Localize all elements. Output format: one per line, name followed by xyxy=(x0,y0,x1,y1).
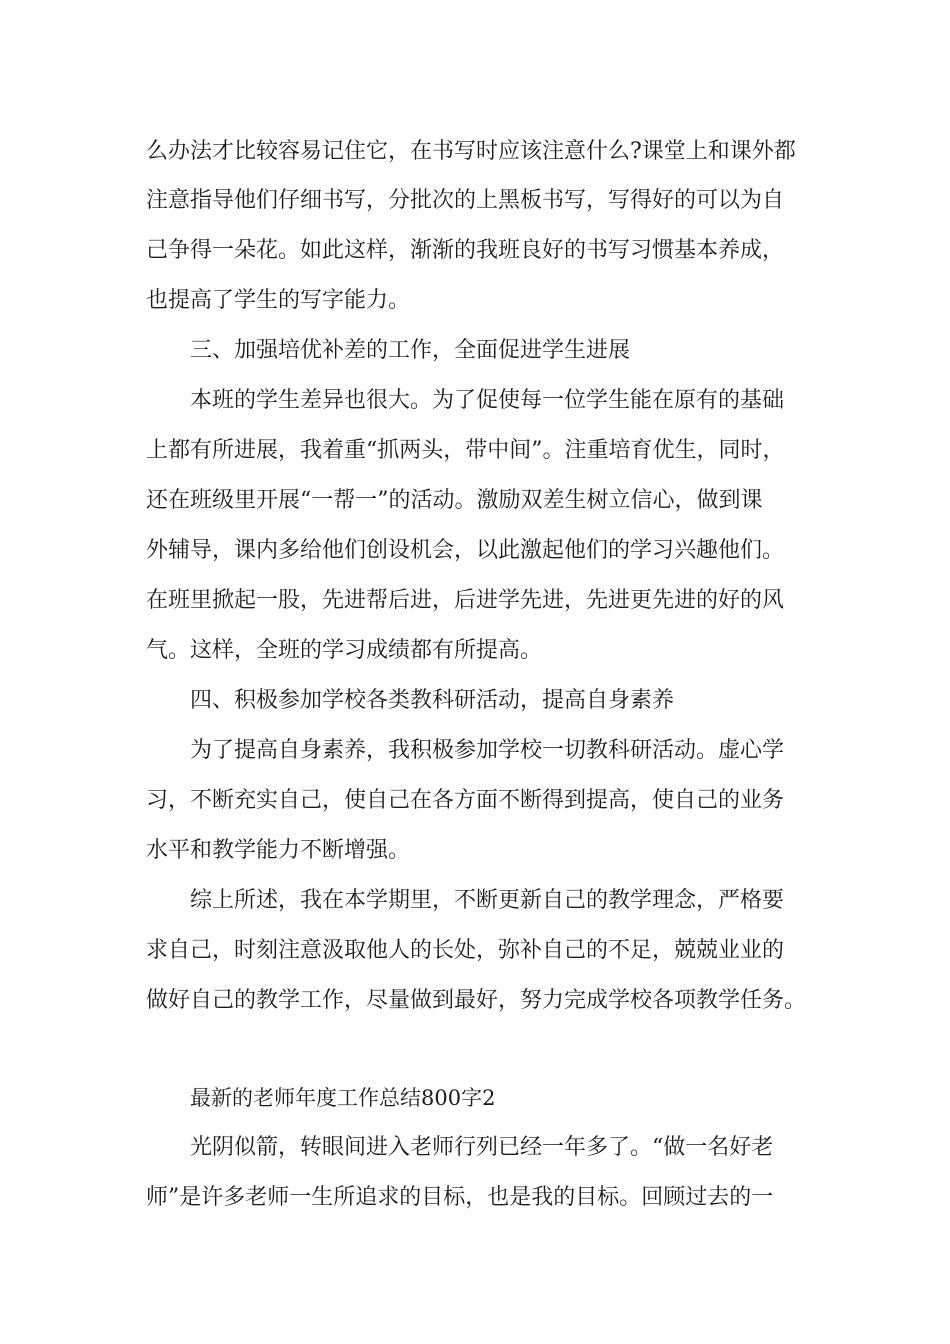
text-line: 也提高了学生的写字能力。 xyxy=(146,288,411,313)
text-line: 注意指导他们仔细书写，分批次的上黑板书写，写得好的可以为自 xyxy=(146,188,785,213)
text-line: 上都有所进展，我着重“抓两头，带中间”。注重培育优生，同时， xyxy=(146,438,785,463)
text-line: 师”是许多老师一生所追求的目标，也是我的目标。回顾过去的一 xyxy=(146,1185,774,1210)
text-line: 光阴似箭，转眼间进入老师行列已经一年多了。“做一名好老 xyxy=(190,1135,774,1160)
text-line: 求自己，时刻注意汲取他人的长处，弥补自己的不足，兢兢业业的 xyxy=(146,938,785,963)
text-line: 己争得一朵花。如此这样，渐渐的我班良好的书写习惯基本养成， xyxy=(146,238,785,263)
text-line: 气。这样，全班的学习成绩都有所提高。 xyxy=(146,638,543,663)
article-title: 最新的老师年度工作总结800字2 xyxy=(190,1086,496,1110)
text-line: 本班的学生差异也很大。为了促使每一位学生能在原有的基础 xyxy=(190,388,785,413)
text-line: 么办法才比较容易记住它，在书写时应该注意什么?课堂上和课外都 xyxy=(146,139,796,164)
text-line: 为了提高自身素养，我积极参加学校一切教科研活动。虚心学 xyxy=(190,738,785,763)
text-line: 综上所述，我在本学期里，不断更新自己的教学理念，严格要 xyxy=(190,888,785,913)
text-line: 在班里掀起一股，先进帮后进，后进学先进，先进更先进的好的风 xyxy=(146,588,785,613)
text-line: 做好自己的教学工作，尽量做到最好，努力完成学校各项教学任务。 xyxy=(146,988,807,1013)
text-line: 水平和教学能力不断增强。 xyxy=(146,838,411,863)
text-line: 外辅导，课内多给他们创设机会，以此激起他们的学习兴趣他们。 xyxy=(146,538,785,563)
section-heading: 三、加强培优补差的工作，全面促进学生进展 xyxy=(190,338,631,363)
text-line: 习，不断充实自己，使自己在各方面不断得到提高，使自己的业务 xyxy=(146,788,785,813)
text-line: 还在班级里开展“一帮一”的活动。激励双差生树立信心，做到课 xyxy=(146,488,763,513)
section-heading: 四、积极参加学校各类教科研活动，提高自身素养 xyxy=(190,688,675,713)
